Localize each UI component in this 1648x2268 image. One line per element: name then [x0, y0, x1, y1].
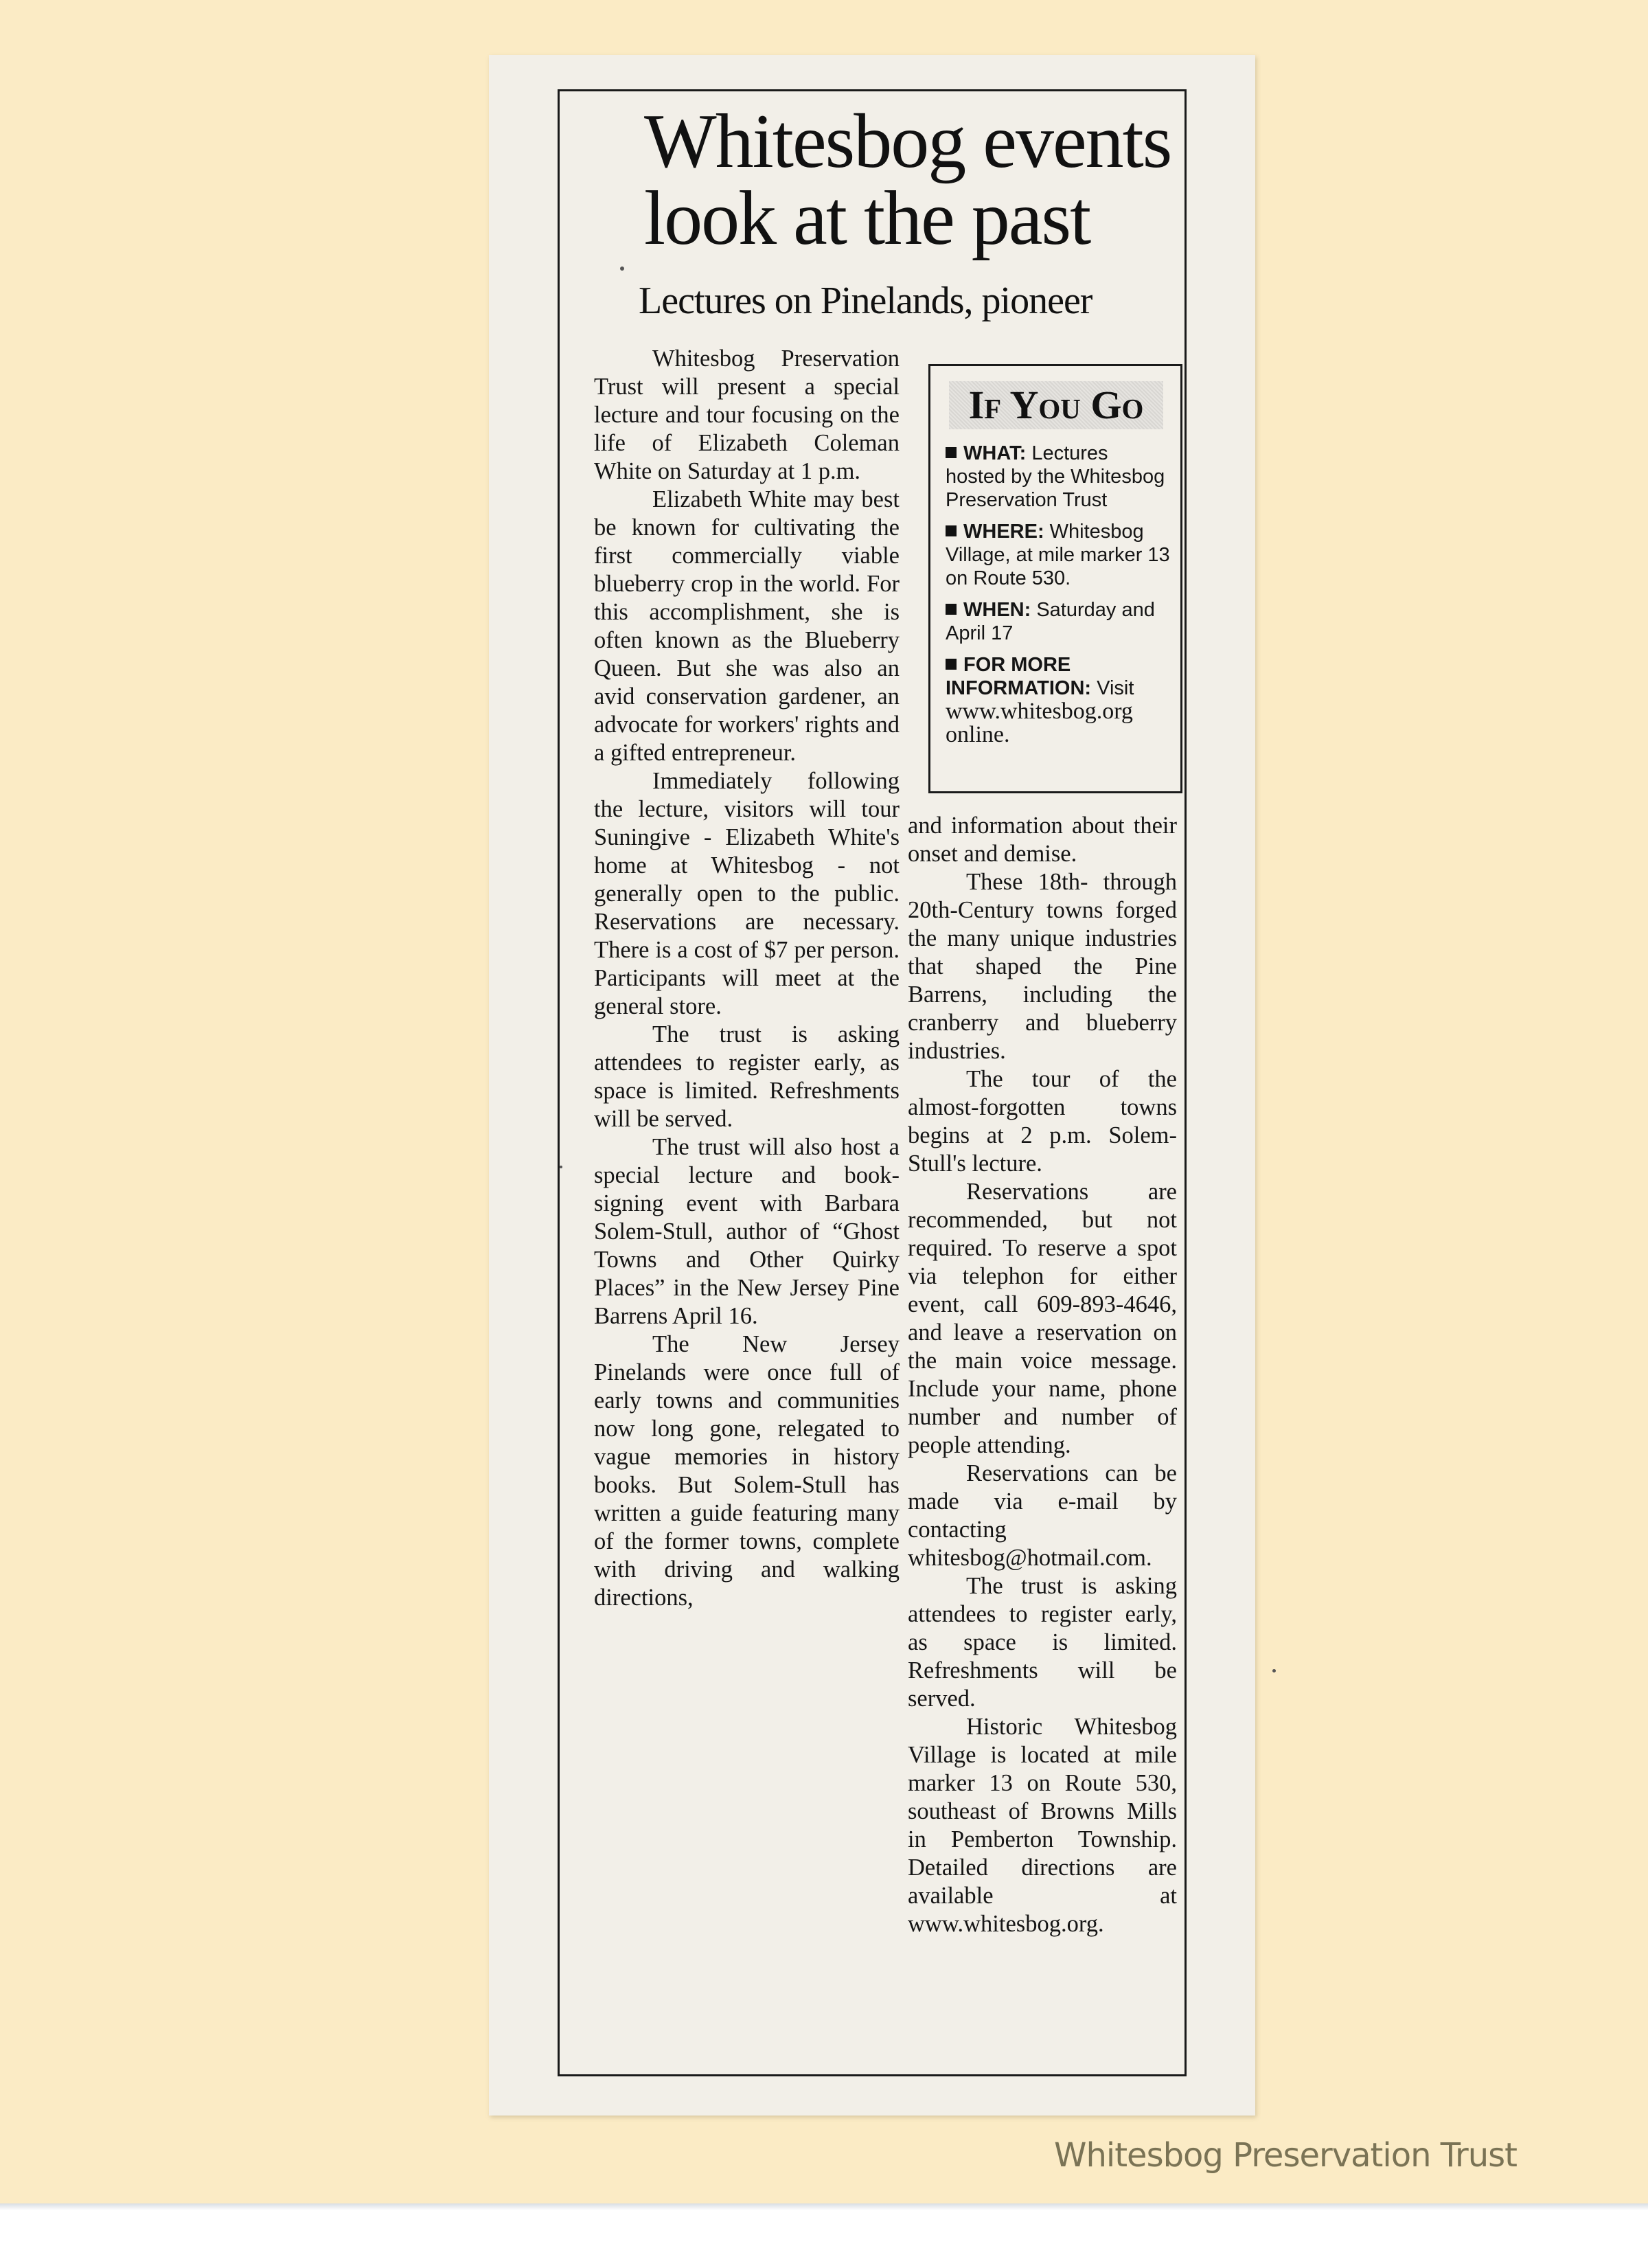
black-square-bullet-icon: [946, 447, 957, 458]
headline-line-1: Whitesbog events: [644, 99, 1171, 184]
black-square-bullet-icon: [946, 659, 957, 670]
paragraph: The trust is asking attendees to register early, as space is limited. Refreshments will be served.: [594, 1021, 900, 1132]
sidebar-item-when: [946, 598, 1172, 645]
item-text: Visit: [1097, 677, 1134, 699]
paragraph: The trust will also host a special lecture and book-signing event with Barbara Solem-Stull, author of “Ghost Towns and Other Quirky Places” in the New Jersey Pine Barrens April 16.: [594, 1134, 900, 1329]
headline-line-2: look at the past: [644, 176, 1090, 261]
paragraph: Reservations can be made via e-mail by contacting whitesbog@hotmail.com.: [908, 1460, 1177, 1571]
black-square-bullet-icon: [946, 525, 957, 536]
left-column: [594, 345, 900, 1612]
paper-speck: [620, 267, 624, 271]
item-label: WHEN:: [963, 599, 1031, 621]
paragraph: These 18th- through 20th-Century towns forged the many unique industries that shaped the Pine Barrens, including the cranberry and blueberry industries.: [908, 869, 1177, 1064]
subheadline: Lectures on Pinelands, pioneer: [639, 280, 1092, 322]
paragraph: Immediately following the lecture, visitors will tour Suningive - Elizabeth White's home at Whitesbog - not generally open to the public. Reservations are necessary. There is a cost of $7 per person. Participants will meet at the general store.: [594, 768, 900, 1019]
website-url: www.whitesbog.org online.: [946, 699, 1133, 747]
black-square-bullet-icon: [946, 604, 957, 615]
paragraph: Elizabeth White may best be known for cultivating the first commercially viable blueberry crop in the world. For this accomplishment, she is often known as the Blueberry Queen. But she was also an avid conservation gardener, an advocate for workers' rights and a gifted entrepreneur.: [594, 486, 900, 766]
sidebar-item-where: [946, 520, 1172, 590]
item-text: Lectures hosted by the Whitesbog Preservation Trust: [946, 442, 1165, 511]
paragraph: and information about their onset and demise.: [908, 813, 1177, 867]
paragraph: The tour of the almost-forgotten towns begins at 2 p.m. Solem-Stull's lecture.: [908, 1066, 1177, 1177]
item-label: WHERE:: [963, 521, 1044, 543]
sidebar-title: If You Go: [949, 381, 1163, 429]
paragraph: Reservations are recommended, but not required. To reserve a spot via telephon for either event, call 609-893-4646, and leave a reservation on the main voice message. Include your name, phone number and number of people attending.: [908, 1179, 1177, 1458]
paragraph: Whitesbog Preservation Trust will present a special lecture and tour focusing on the life of Elizabeth Coleman White on Saturday at 1 p.m.: [594, 345, 900, 484]
item-text: Saturday and April 17: [946, 599, 1155, 644]
paragraph: Historic Whitesbog Village is located at mile marker 13 on Route 530, southeast of Browns Mills in Pemberton Township. Detailed directions are available at www.whitesbog.org.: [908, 1714, 1177, 1937]
item-label: WHAT:: [963, 442, 1027, 464]
item-label: FOR MORE INFORMATION:: [946, 654, 1092, 699]
paper-speck: [560, 1166, 562, 1168]
sidebar-item-what: [946, 442, 1172, 512]
headline: [644, 99, 1207, 261]
paragraph: The New Jersey Pinelands were once full of early towns and communities now long gone, relegated to vague memories in history books. But Solem-Stull has written a guide featuring many of the former towns, complete with driving and walking directions,: [594, 1331, 900, 1611]
if-you-go-box: [928, 364, 1182, 793]
right-column: [908, 812, 1177, 1938]
paper-speck: [1272, 1669, 1276, 1672]
board-edge-shadow: [0, 2203, 1648, 2210]
sidebar-item-more-info: [946, 653, 1172, 747]
watermark: Whitesbog Preservation Trust: [1054, 2136, 1517, 2175]
paragraph: The trust is asking attendees to register early, as space is limited. Refreshments will be served.: [908, 1573, 1177, 1712]
sidebar-list: [946, 442, 1172, 755]
item-text: Whitesbog Village, at mile marker 13 on Route 530.: [946, 521, 1170, 589]
